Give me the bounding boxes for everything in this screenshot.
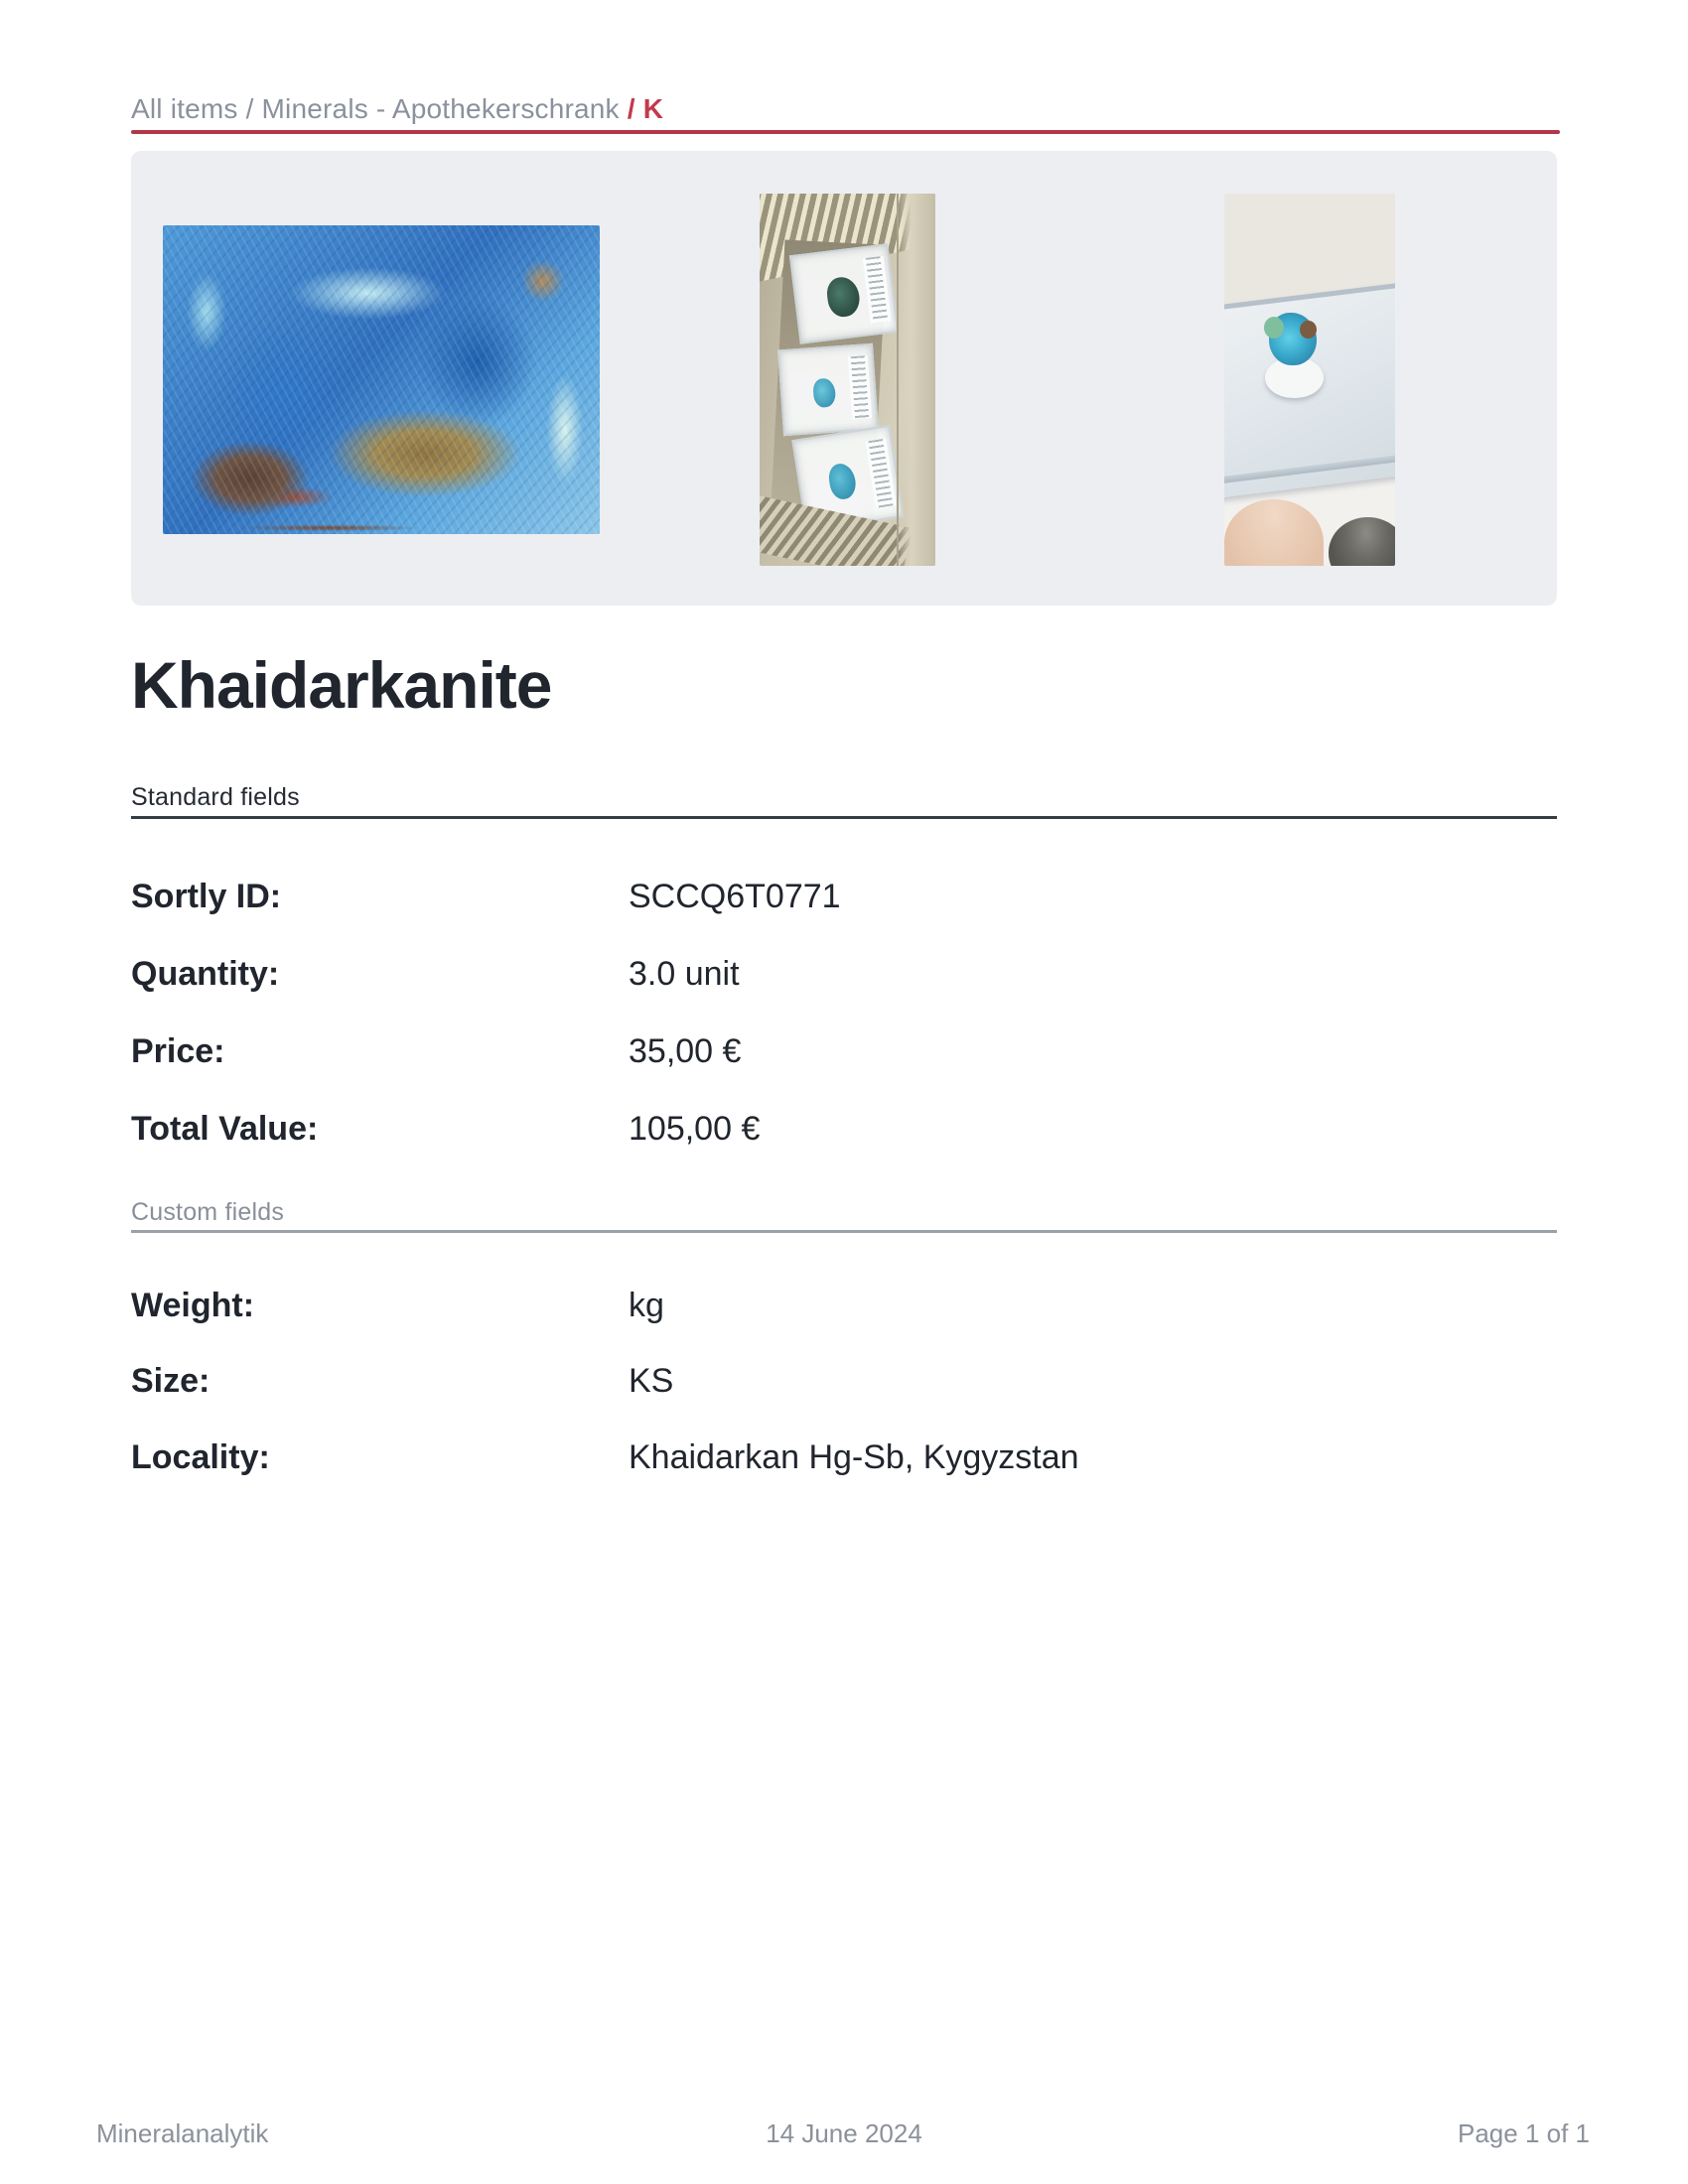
section-rule-standard [131, 816, 1557, 819]
page-footer [0, 2118, 1688, 2152]
photo-gallery [131, 151, 1557, 606]
acrylic-box-top [789, 244, 899, 345]
field-row-size [131, 1362, 1557, 1404]
field-label: Total Value: [131, 1110, 319, 1148]
footer-company: Mineralanalytik [96, 2118, 269, 2148]
boxed-mineral [825, 275, 862, 318]
field-value: 35,00 € [629, 1032, 742, 1070]
field-label: Locality: [131, 1438, 270, 1476]
breadcrumb-separator: / [627, 93, 635, 124]
field-row-quantity [131, 955, 1557, 997]
field-label: Quantity: [131, 955, 280, 993]
field-row-sortly-id [131, 878, 1557, 919]
specimen-label-card [865, 438, 896, 508]
field-label: Size: [131, 1362, 211, 1400]
footer-date: 14 June 2024 [766, 2118, 922, 2148]
field-value: SCCQ6T0771 [629, 878, 841, 915]
photo-cabinet-display [760, 194, 935, 566]
footer-page-number: Page 1 of 1 [1458, 2118, 1590, 2148]
field-value: kg [629, 1287, 664, 1324]
cabinet-right-panel [897, 194, 935, 566]
section-heading-custom-fields: Custom fields [131, 1198, 285, 1226]
field-row-weight [131, 1287, 1557, 1328]
section-rule-custom [131, 1230, 1557, 1233]
specimen-label-card [848, 355, 873, 419]
breadcrumb-current: K [642, 93, 664, 124]
field-row-locality [131, 1438, 1557, 1480]
boxed-mineral [826, 462, 858, 501]
field-value: 105,00 € [629, 1110, 761, 1148]
crystal-texture-overlay [163, 225, 600, 534]
boxed-mineral [813, 377, 837, 408]
field-row-total-value [131, 1110, 1557, 1152]
acrylic-box-middle [777, 343, 879, 436]
breadcrumb-trail: All items / Minerals - Apothekerschrank [131, 93, 620, 124]
breadcrumb-underline [131, 130, 1560, 134]
photo-blue-mineral-macro [163, 225, 600, 534]
breadcrumb [131, 93, 663, 125]
specimen-brown-patch [1300, 321, 1317, 340]
field-value: KS [629, 1362, 674, 1400]
field-label: Sortly ID: [131, 878, 282, 915]
field-row-price [131, 1032, 1557, 1074]
specimen-label-card [863, 256, 892, 324]
field-value: Khaidarkan Hg-Sb, Kygyzstan [629, 1438, 1079, 1476]
section-heading-standard-fields: Standard fields [131, 783, 300, 811]
field-label: Weight: [131, 1287, 255, 1324]
field-value: 3.0 unit [629, 955, 740, 993]
field-label: Price: [131, 1032, 225, 1070]
photo-specimen-tray [1224, 194, 1395, 566]
page-title: Khaidarkanite [131, 648, 552, 722]
